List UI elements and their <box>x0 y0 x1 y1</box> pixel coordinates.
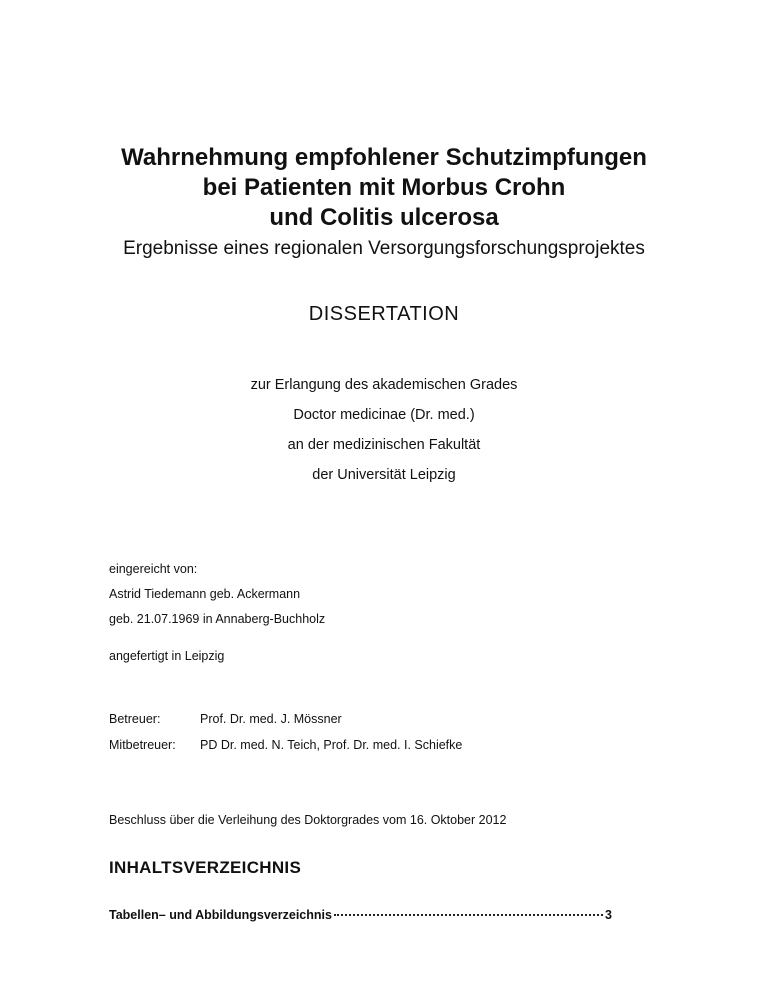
author-name: Astrid Tiedemann geb. Ackermann <box>109 587 301 601</box>
degree-block <box>0 370 768 490</box>
title-line-3: und Colitis ulcerosa <box>269 204 499 231</box>
advisor-label: Betreuer: <box>109 712 161 726</box>
advisors-block <box>109 706 462 758</box>
title-line-1: Wahrnehmung empfohlener Schutzimpfungen <box>121 144 647 171</box>
decision-line: Beschluss über die Verleihung des Doktorgrades vom 16. Oktober 2012 <box>109 813 507 827</box>
submission-block <box>109 557 325 632</box>
degree-line-4: der Universität Leipzig <box>312 467 456 483</box>
title-line-2: bei Patienten mit Morbus Crohn <box>202 174 566 201</box>
author-birth: geb. 21.07.1969 in Annaberg-Buchholz <box>109 612 326 626</box>
toc-entry-title: Tabellen– und Abbildungsverzeichnis <box>109 908 332 922</box>
advisor-row <box>109 706 462 732</box>
co-advisor-label: Mitbetreuer: <box>109 738 176 752</box>
place-line: angefertigt in Leipzig <box>109 649 225 663</box>
toc-heading: INHALTSVERZEICHNIS <box>109 858 302 877</box>
submission-label: eingereicht von: <box>109 562 198 576</box>
co-advisor-names: PD Dr. med. N. Teich, Prof. Dr. med. I. Schiefke <box>200 738 463 752</box>
title-block <box>0 143 768 262</box>
co-advisor-row <box>109 732 462 758</box>
degree-line-3: an der medizinischen Fakultät <box>287 437 481 453</box>
document-type: DISSERTATION <box>308 303 460 325</box>
toc-leader-dots <box>334 914 603 916</box>
advisor-name: Prof. Dr. med. J. Mössner <box>200 712 342 726</box>
toc-entry[interactable] <box>109 908 612 922</box>
toc-entry-page: 3 <box>605 908 612 922</box>
subtitle: Ergebnisse eines regionalen Versorgungsforschungsprojektes <box>123 238 645 259</box>
degree-line-1: zur Erlangung des akademischen Grades <box>250 377 518 393</box>
degree-line-2: Doctor medicinae (Dr. med.) <box>293 407 475 423</box>
